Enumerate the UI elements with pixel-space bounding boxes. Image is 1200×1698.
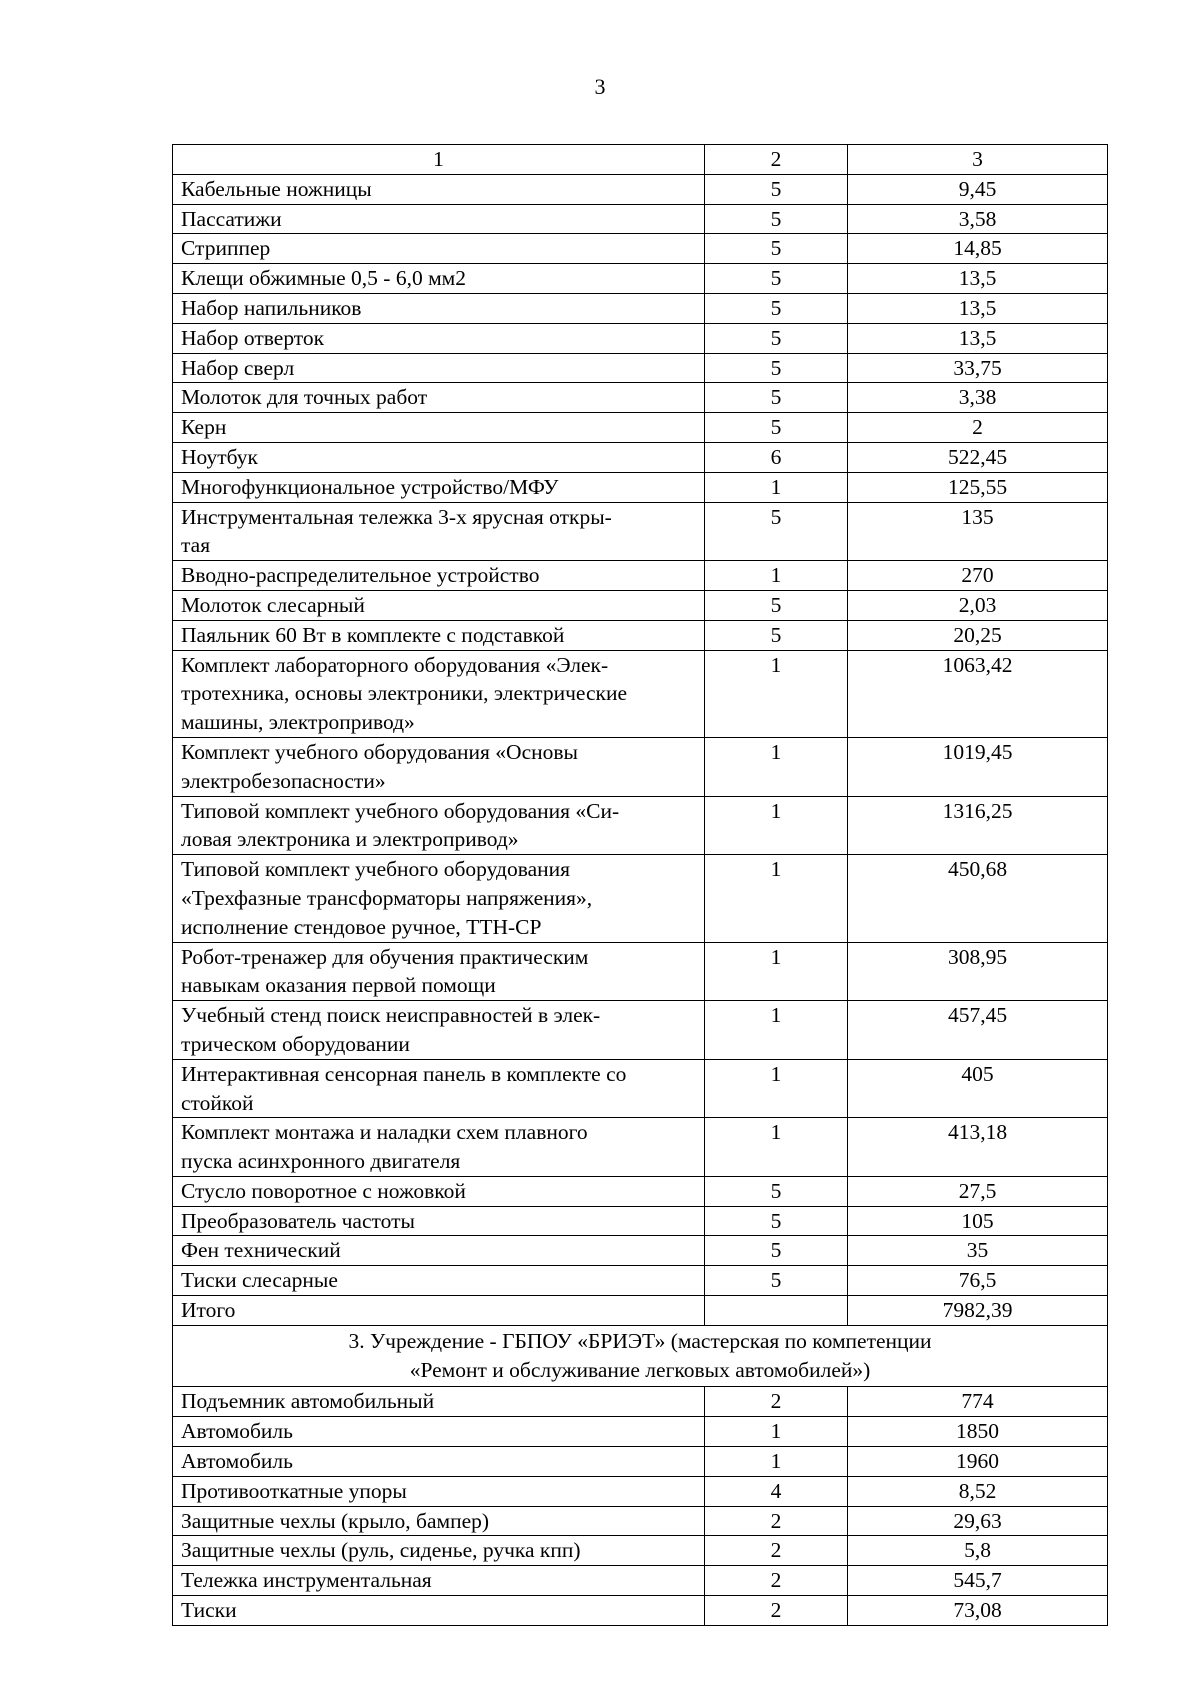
item-name-cell: Инструментальная тележка 3-х ярусная откры- тая [173, 502, 705, 561]
item-sum-cell: 7982,39 [848, 1296, 1108, 1326]
item-sum-cell: 8,52 [848, 1476, 1108, 1506]
table-row [173, 502, 1108, 561]
table-row [173, 737, 1108, 796]
item-sum-cell: 308,95 [848, 942, 1108, 1001]
item-name-cell: Пассатижи [173, 204, 705, 234]
table-row [173, 855, 1108, 942]
table-row [173, 561, 1108, 591]
item-name-cell: Набор напильников [173, 293, 705, 323]
item-quantity-cell: 1 [705, 561, 848, 591]
table-row [173, 1476, 1108, 1506]
item-sum-cell: 270 [848, 561, 1108, 591]
table-row [173, 1566, 1108, 1596]
item-name-cell: Молоток для точных работ [173, 383, 705, 413]
item-quantity-cell: 1 [705, 737, 848, 796]
item-quantity-cell: 5 [705, 590, 848, 620]
item-sum-cell: 35 [848, 1236, 1108, 1266]
item-name-cell: Автомобиль [173, 1417, 705, 1447]
item-quantity-cell [705, 1296, 848, 1326]
item-quantity-cell: 5 [705, 204, 848, 234]
item-quantity-cell: 5 [705, 620, 848, 650]
page-number: 3 [594, 74, 606, 99]
item-sum-cell: 545,7 [848, 1566, 1108, 1596]
item-sum-cell: 450,68 [848, 855, 1108, 942]
item-name-cell: Автомобиль [173, 1447, 705, 1477]
item-quantity-cell: 1 [705, 855, 848, 942]
item-sum-cell: 413,18 [848, 1118, 1108, 1177]
table-row [173, 1296, 1108, 1326]
table-row [173, 413, 1108, 443]
item-quantity-cell: 1 [705, 1059, 848, 1118]
item-name-cell: Типовой комплект учебного оборудования «Трехфазные трансформаторы напряжения», исполнение стендовое ручное, ТТН-СР [173, 855, 705, 942]
item-sum-cell: 13,5 [848, 293, 1108, 323]
item-quantity-cell: 1 [705, 472, 848, 502]
item-quantity-cell: 2 [705, 1506, 848, 1536]
item-name-cell: Паяльник 60 Вт в комплекте с подставкой [173, 620, 705, 650]
table-row [173, 1266, 1108, 1296]
item-quantity-cell: 6 [705, 442, 848, 472]
table-row [173, 1447, 1108, 1477]
item-sum-cell: 13,5 [848, 323, 1108, 353]
item-sum-cell: 2,03 [848, 590, 1108, 620]
header-cell-col1: 1 [173, 145, 705, 175]
item-name-cell: Комплект учебного оборудования «Основы электробезопасности» [173, 737, 705, 796]
item-name-cell: Робот-тренажер для обучения практическим навыкам оказания первой помощи [173, 942, 705, 1001]
table-row [173, 1206, 1108, 1236]
item-name-cell: Итого [173, 1296, 705, 1326]
item-sum-cell: 1019,45 [848, 737, 1108, 796]
item-sum-cell: 3,38 [848, 383, 1108, 413]
item-name-cell: Типовой комплект учебного оборудования «Си- ловая электроника и электропривод» [173, 796, 705, 855]
item-sum-cell: 2 [848, 413, 1108, 443]
item-name-cell: Комплект лабораторного оборудования «Элек- тротехника, основы электроники, электрические машины, электропривод» [173, 650, 705, 737]
item-name-cell: Ноутбук [173, 442, 705, 472]
table-row [173, 174, 1108, 204]
item-name-cell: Учебный стенд поиск неисправностей в элек- трическом оборудовании [173, 1001, 705, 1060]
table-row [173, 234, 1108, 264]
table-row [173, 383, 1108, 413]
table-row [173, 204, 1108, 234]
section-header-row [173, 1325, 1108, 1387]
item-name-cell: Тиски [173, 1596, 705, 1626]
item-sum-cell: 20,25 [848, 620, 1108, 650]
item-name-cell: Стриппер [173, 234, 705, 264]
item-name-cell: Защитные чехлы (крыло, бампер) [173, 1506, 705, 1536]
item-quantity-cell: 1 [705, 796, 848, 855]
item-name-cell: Молоток слесарный [173, 590, 705, 620]
table-row [173, 650, 1108, 737]
item-quantity-cell: 5 [705, 413, 848, 443]
item-sum-cell: 33,75 [848, 353, 1108, 383]
table-row [173, 796, 1108, 855]
table-row [173, 1536, 1108, 1566]
table-row [173, 353, 1108, 383]
item-sum-cell: 1063,42 [848, 650, 1108, 737]
item-quantity-cell: 5 [705, 264, 848, 294]
table-row [173, 293, 1108, 323]
item-sum-cell: 14,85 [848, 234, 1108, 264]
item-quantity-cell: 2 [705, 1566, 848, 1596]
item-name-cell: Набор отверток [173, 323, 705, 353]
table-body [173, 145, 1108, 1626]
item-name-cell: Керн [173, 413, 705, 443]
item-sum-cell: 1960 [848, 1447, 1108, 1477]
item-name-cell: Интерактивная сенсорная панель в комплекте со стойкой [173, 1059, 705, 1118]
item-sum-cell: 29,63 [848, 1506, 1108, 1536]
item-quantity-cell: 1 [705, 942, 848, 1001]
item-sum-cell: 76,5 [848, 1266, 1108, 1296]
item-name-cell: Кабельные ножницы [173, 174, 705, 204]
item-sum-cell: 522,45 [848, 442, 1108, 472]
item-quantity-cell: 5 [705, 383, 848, 413]
item-name-cell: Подъемник автомобильный [173, 1387, 705, 1417]
header-cell-col2: 2 [705, 145, 848, 175]
table-row [173, 264, 1108, 294]
table-row [173, 1387, 1108, 1417]
item-quantity-cell: 1 [705, 1417, 848, 1447]
item-quantity-cell: 5 [705, 1206, 848, 1236]
item-sum-cell: 405 [848, 1059, 1108, 1118]
item-quantity-cell: 5 [705, 174, 848, 204]
item-sum-cell: 135 [848, 502, 1108, 561]
item-name-cell: Преобразователь частоты [173, 1206, 705, 1236]
table-row [173, 942, 1108, 1001]
item-quantity-cell: 5 [705, 502, 848, 561]
table-row [173, 1059, 1108, 1118]
section-header-cell [173, 1325, 1108, 1387]
item-quantity-cell: 4 [705, 1476, 848, 1506]
table-row [173, 1236, 1108, 1266]
item-name-cell: Клещи обжимные 0,5 - 6,0 мм2 [173, 264, 705, 294]
table-row [173, 1596, 1108, 1626]
item-name-cell: Набор сверл [173, 353, 705, 383]
item-quantity-cell: 5 [705, 1266, 848, 1296]
table-row [173, 1417, 1108, 1447]
table-row [173, 323, 1108, 353]
table-row [173, 1001, 1108, 1060]
item-sum-cell: 73,08 [848, 1596, 1108, 1626]
table-row [173, 590, 1108, 620]
item-quantity-cell: 2 [705, 1536, 848, 1566]
section-title-line1: 3. Учреждение - ГБПОУ «БРИЭТ» (мастерская по компетенции [348, 1328, 932, 1353]
item-name-cell: Противооткатные упоры [173, 1476, 705, 1506]
item-sum-cell: 105 [848, 1206, 1108, 1236]
item-quantity-cell: 5 [705, 323, 848, 353]
item-quantity-cell: 1 [705, 650, 848, 737]
equipment-table [172, 144, 1108, 1626]
item-name-cell: Фен технический [173, 1236, 705, 1266]
item-name-cell: Защитные чехлы (руль, сиденье, ручка кпп) [173, 1536, 705, 1566]
item-quantity-cell: 5 [705, 1236, 848, 1266]
item-name-cell: Вводно-распределительное устройство [173, 561, 705, 591]
item-name-cell: Тележка инструментальная [173, 1566, 705, 1596]
item-name-cell: Стусло поворотное с ножовкой [173, 1176, 705, 1206]
item-sum-cell: 9,45 [848, 174, 1108, 204]
item-quantity-cell: 1 [705, 1447, 848, 1477]
item-sum-cell: 457,45 [848, 1001, 1108, 1060]
item-sum-cell: 13,5 [848, 264, 1108, 294]
item-quantity-cell: 1 [705, 1001, 848, 1060]
table-row [173, 620, 1108, 650]
item-sum-cell: 1850 [848, 1417, 1108, 1447]
item-sum-cell: 27,5 [848, 1176, 1108, 1206]
table-row [173, 1176, 1108, 1206]
table-row [173, 1118, 1108, 1177]
item-sum-cell: 125,55 [848, 472, 1108, 502]
section-title-line2: «Ремонт и обслуживание легковых автомобилей») [409, 1357, 871, 1382]
table-row [173, 442, 1108, 472]
item-quantity-cell: 5 [705, 293, 848, 323]
item-sum-cell: 774 [848, 1387, 1108, 1417]
item-quantity-cell: 5 [705, 1176, 848, 1206]
table-header-row [173, 145, 1108, 175]
item-quantity-cell: 2 [705, 1596, 848, 1626]
item-quantity-cell: 1 [705, 1118, 848, 1177]
header-cell-col3: 3 [848, 145, 1108, 175]
item-sum-cell: 3,58 [848, 204, 1108, 234]
table-row [173, 1506, 1108, 1536]
item-quantity-cell: 5 [705, 353, 848, 383]
item-sum-cell: 1316,25 [848, 796, 1108, 855]
item-name-cell: Комплект монтажа и наладки схем плавного пуска асинхронного двигателя [173, 1118, 705, 1177]
item-name-cell: Тиски слесарные [173, 1266, 705, 1296]
item-sum-cell: 5,8 [848, 1536, 1108, 1566]
table-row [173, 472, 1108, 502]
item-quantity-cell: 2 [705, 1387, 848, 1417]
item-name-cell: Многофункциональное устройство/МФУ [173, 472, 705, 502]
item-quantity-cell: 5 [705, 234, 848, 264]
